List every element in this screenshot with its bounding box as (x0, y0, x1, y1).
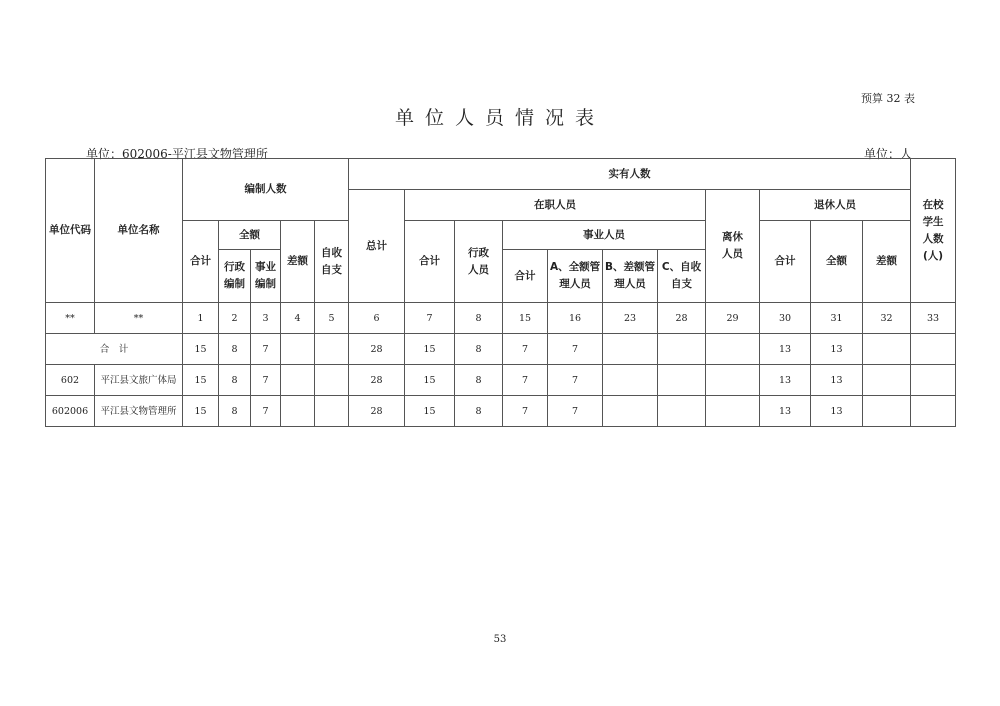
table-cell: 28 (349, 396, 405, 427)
header-unit-code: 单位代码 (46, 159, 95, 303)
index-cell: 8 (455, 303, 503, 334)
header-admin-staff: 行政人员 (455, 221, 503, 303)
header-staffing-subtotal: 合计 (183, 221, 219, 303)
table-cell: 7 (503, 334, 548, 365)
table-cell (603, 365, 658, 396)
header-retired-subtotal: 合计 (760, 221, 811, 303)
table-cell (863, 334, 911, 365)
index-cell: 5 (315, 303, 349, 334)
table-cell: 7 (503, 365, 548, 396)
row-unit-code: 602006 (46, 396, 95, 427)
table-cell: 8 (455, 396, 503, 427)
table-cell (706, 365, 760, 396)
row-unit-name: 平江县文物管理所 (95, 396, 183, 427)
table-cell: 28 (349, 365, 405, 396)
unit-info: 单位：602006-平江县文物管理所 (86, 147, 268, 161)
row-unit-name: 平江县文旅广体局 (95, 365, 183, 396)
table-cell: 8 (455, 365, 503, 396)
header-onduty-subtotal: 合计 (405, 221, 455, 303)
table-cell (281, 365, 315, 396)
table-cell: 7 (251, 396, 281, 427)
header-a-full: A、全额管理人员 (548, 250, 603, 303)
index-cell: 23 (603, 303, 658, 334)
table-cell (863, 396, 911, 427)
index-cell: 4 (281, 303, 315, 334)
index-cell: 16 (548, 303, 603, 334)
table-cell (911, 365, 956, 396)
header-actual: 实有人数 (349, 159, 911, 190)
table-cell: 8 (219, 396, 251, 427)
table-cell: 13 (811, 334, 863, 365)
index-cell: 15 (503, 303, 548, 334)
index-cell: 30 (760, 303, 811, 334)
header-career-staffing: 事业编制 (251, 250, 281, 303)
form-label: 预算 32 表 (861, 92, 915, 105)
table-cell (315, 396, 349, 427)
header-retired: 退休人员 (760, 190, 911, 221)
table-cell: 15 (183, 334, 219, 365)
header-staffing: 编制人数 (183, 159, 349, 221)
table-cell (658, 396, 706, 427)
table-cell: 13 (811, 396, 863, 427)
table-cell: 13 (760, 396, 811, 427)
table-cell (603, 396, 658, 427)
table-cell: 15 (405, 334, 455, 365)
total-row (46, 334, 956, 365)
index-row (46, 303, 956, 334)
header-lixiu: 离休人员 (706, 190, 760, 303)
table-cell: 13 (760, 365, 811, 396)
table-cell: 8 (219, 365, 251, 396)
table-cell: 28 (349, 334, 405, 365)
header-staffing-self: 自收自支 (315, 221, 349, 303)
row-unit-code: 602 (46, 365, 95, 396)
header-unit-name: 单位名称 (95, 159, 183, 303)
header-on-duty: 在职人员 (405, 190, 706, 221)
index-cell: 33 (911, 303, 956, 334)
table-cell: 13 (811, 365, 863, 396)
index-cell: 3 (251, 303, 281, 334)
header-total: 总计 (349, 190, 405, 303)
table-cell (315, 334, 349, 365)
index-cell: ** (95, 303, 183, 334)
table-cell: 15 (183, 365, 219, 396)
table-row (46, 396, 956, 427)
table-cell: 15 (183, 396, 219, 427)
header-admin-staffing: 行政编制 (219, 250, 251, 303)
header-staffing-full: 全额 (219, 221, 281, 250)
table-cell: 7 (503, 396, 548, 427)
table-cell: 7 (548, 334, 603, 365)
table-cell (315, 365, 349, 396)
header-c-self: C、自收自支 (658, 250, 706, 303)
page-title: 单位人员情况表 (394, 107, 605, 129)
index-cell: 31 (811, 303, 863, 334)
index-cell: 6 (349, 303, 405, 334)
table-cell (706, 334, 760, 365)
table-cell (281, 396, 315, 427)
table-cell: 7 (251, 334, 281, 365)
index-cell: 2 (219, 303, 251, 334)
table-cell: 15 (405, 365, 455, 396)
table-cell: 7 (251, 365, 281, 396)
table-cell: 7 (548, 365, 603, 396)
total-label: 合 计 (46, 334, 183, 365)
index-cell: 28 (658, 303, 706, 334)
table-cell: 7 (548, 396, 603, 427)
table-cell (911, 334, 956, 365)
table-cell: 8 (455, 334, 503, 365)
index-cell: 32 (863, 303, 911, 334)
index-cell: 1 (183, 303, 219, 334)
header-career-subtotal: 合计 (503, 250, 548, 303)
header-students: 在校学生人数(人) (911, 159, 956, 303)
table-cell (706, 396, 760, 427)
index-cell: 7 (405, 303, 455, 334)
header-row-3 (46, 221, 956, 250)
header-b-diff: B、差额管理人员 (603, 250, 658, 303)
table-cell: 8 (219, 334, 251, 365)
index-cell: ** (46, 303, 95, 334)
header-career-staff: 事业人员 (503, 221, 706, 250)
header-staffing-diff: 差额 (281, 221, 315, 303)
header-retired-diff: 差额 (863, 221, 911, 303)
table-cell (863, 365, 911, 396)
table-cell (911, 396, 956, 427)
personnel-table (45, 158, 956, 427)
table-cell: 15 (405, 396, 455, 427)
table-cell (658, 365, 706, 396)
table-cell (603, 334, 658, 365)
table-cell (658, 334, 706, 365)
measure-unit: 单位：人 (863, 147, 912, 161)
table-row (46, 365, 956, 396)
header-retired-full: 全额 (811, 221, 863, 303)
page-number: 53 (493, 634, 507, 645)
table-cell: 13 (760, 334, 811, 365)
index-cell: 29 (706, 303, 760, 334)
header-row-1 (46, 159, 956, 190)
table-cell (281, 334, 315, 365)
